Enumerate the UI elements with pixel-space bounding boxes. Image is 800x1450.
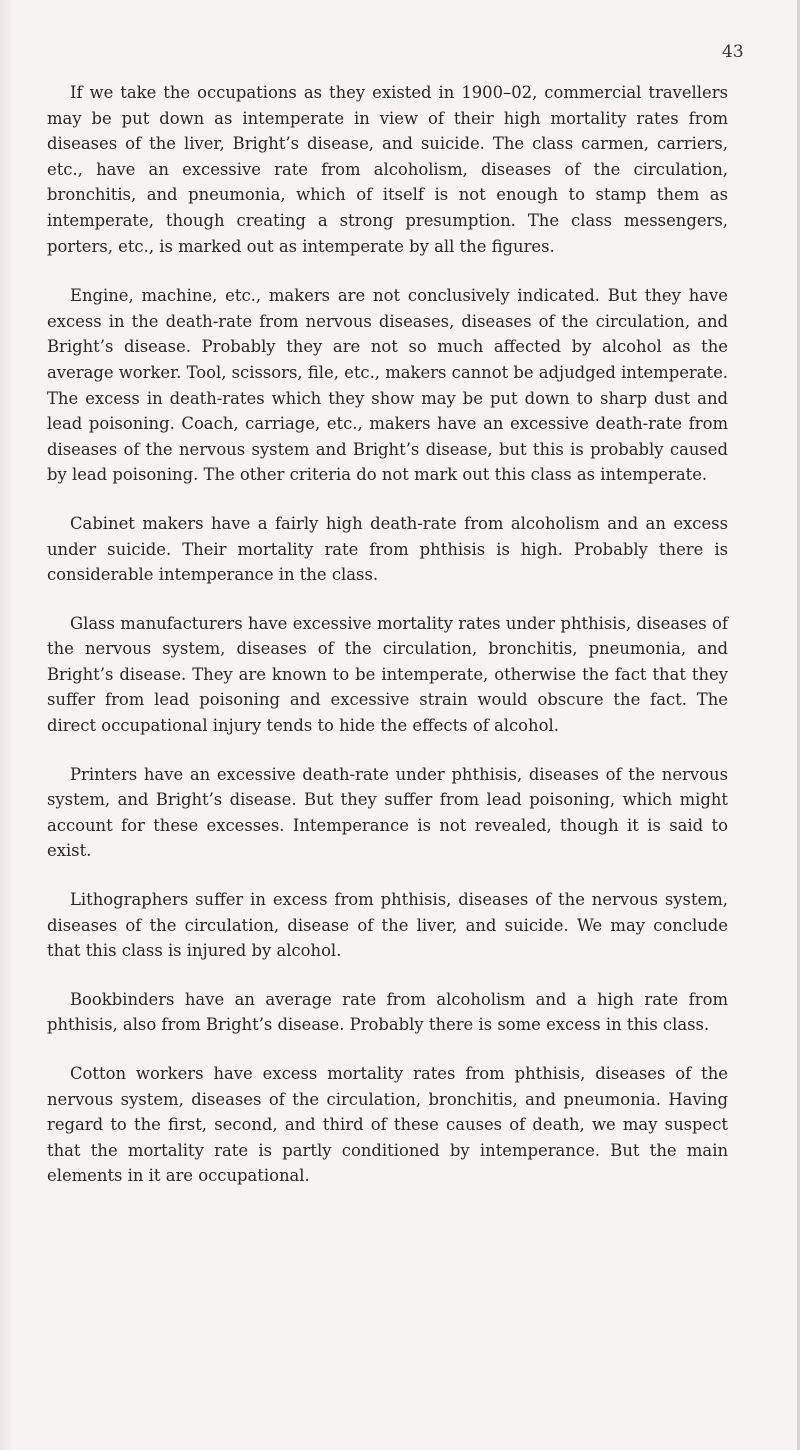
paragraph-cabinet-makers: Cabinet makers have a fairly high death-rate from alcoholism and an excess under suicide. Their mortality rate from phthisis is high. Probably there is considerable intemperance in the class.: [47, 513, 728, 585]
paragraph-commercial-travellers: If we take the occupations as they existed in 1900–02, commercial travellers may be put down as intemperate in view of their high mortality rates from diseases of the liver, Bright’s disease, and suicide. The class carmen, carriers, etc., have an excessive rate from alcoholism, diseases of the circulation, bronchitis, and pneumonia, which of itself is not enough to stamp them as intemperate, though creating a strong presumption. The class messengers, porters, etc., is marked out as intemperate by all the figures.: [47, 83, 728, 256]
page-number: 43: [722, 42, 744, 62]
paragraph-lithographers: Lithographers suffer in excess from phthisis, diseases of the nervous system, diseases of the circulation, disease of the liver, and suicide. We may conclude that this class is injured by alcohol.: [47, 890, 728, 961]
paragraph-printers: Printers have an excessive death-rate under phthisis, diseases of the nervous system, and Bright’s disease. But they suffer from lead poisoning, which might account for these excesses. Intemperance is not revealed, though it is said to exist.: [47, 764, 728, 861]
paragraph-cotton-workers: Cotton workers have excess mortality rates from phthisis, diseases of the nervous system, diseases of the circulation, bronchitis, and pneumonia. Having regard to the first, second, and third of these causes of death, we may suspect that the mortality rate is partly conditioned by intemperance. But the main elements in it are occupational.: [47, 1064, 728, 1186]
paragraph-engine-machine-makers: Engine, machine, etc., makers are not conclusively indicated. But they have excess in the death-rate from nervous diseases, diseases of the circulation, and Bright’s disease. Probably they are not so much affected by alcohol as the average worker. Tool, scissors, file, etc., makers cannot be adjudged intemperate. The excess in death-rates which they show may be put down to sharp dust and lead poisoning. Coach, carriage, etc., makers have an excessive death-rate from diseases of the nervous system and Bright’s disease, but this is probably caused by lead poisoning. The other criteria do not mark out this class as intemperate.: [47, 286, 728, 485]
paragraph-bookbinders: Bookbinders have an average rate from alcoholism and a high rate from phthisis, also from Bright’s disease. Probably there is some excess in this class.: [47, 989, 728, 1035]
binding-gutter-shadow: [0, 0, 14, 1450]
paragraph-glass-manufacturers: Glass manufacturers have excessive mortality rates under phthisis, diseases of the nervous system, diseases of the circulation, bronchitis, pneumonia, and Bright’s disease. They are known to be intemperate, otherwise the fact that they suffer from lead poisoning and excessive strain would obscure the fact. The direct occupational injury tends to hide the effects of alcohol.: [47, 613, 728, 736]
body-text: [47, 80, 728, 1212]
